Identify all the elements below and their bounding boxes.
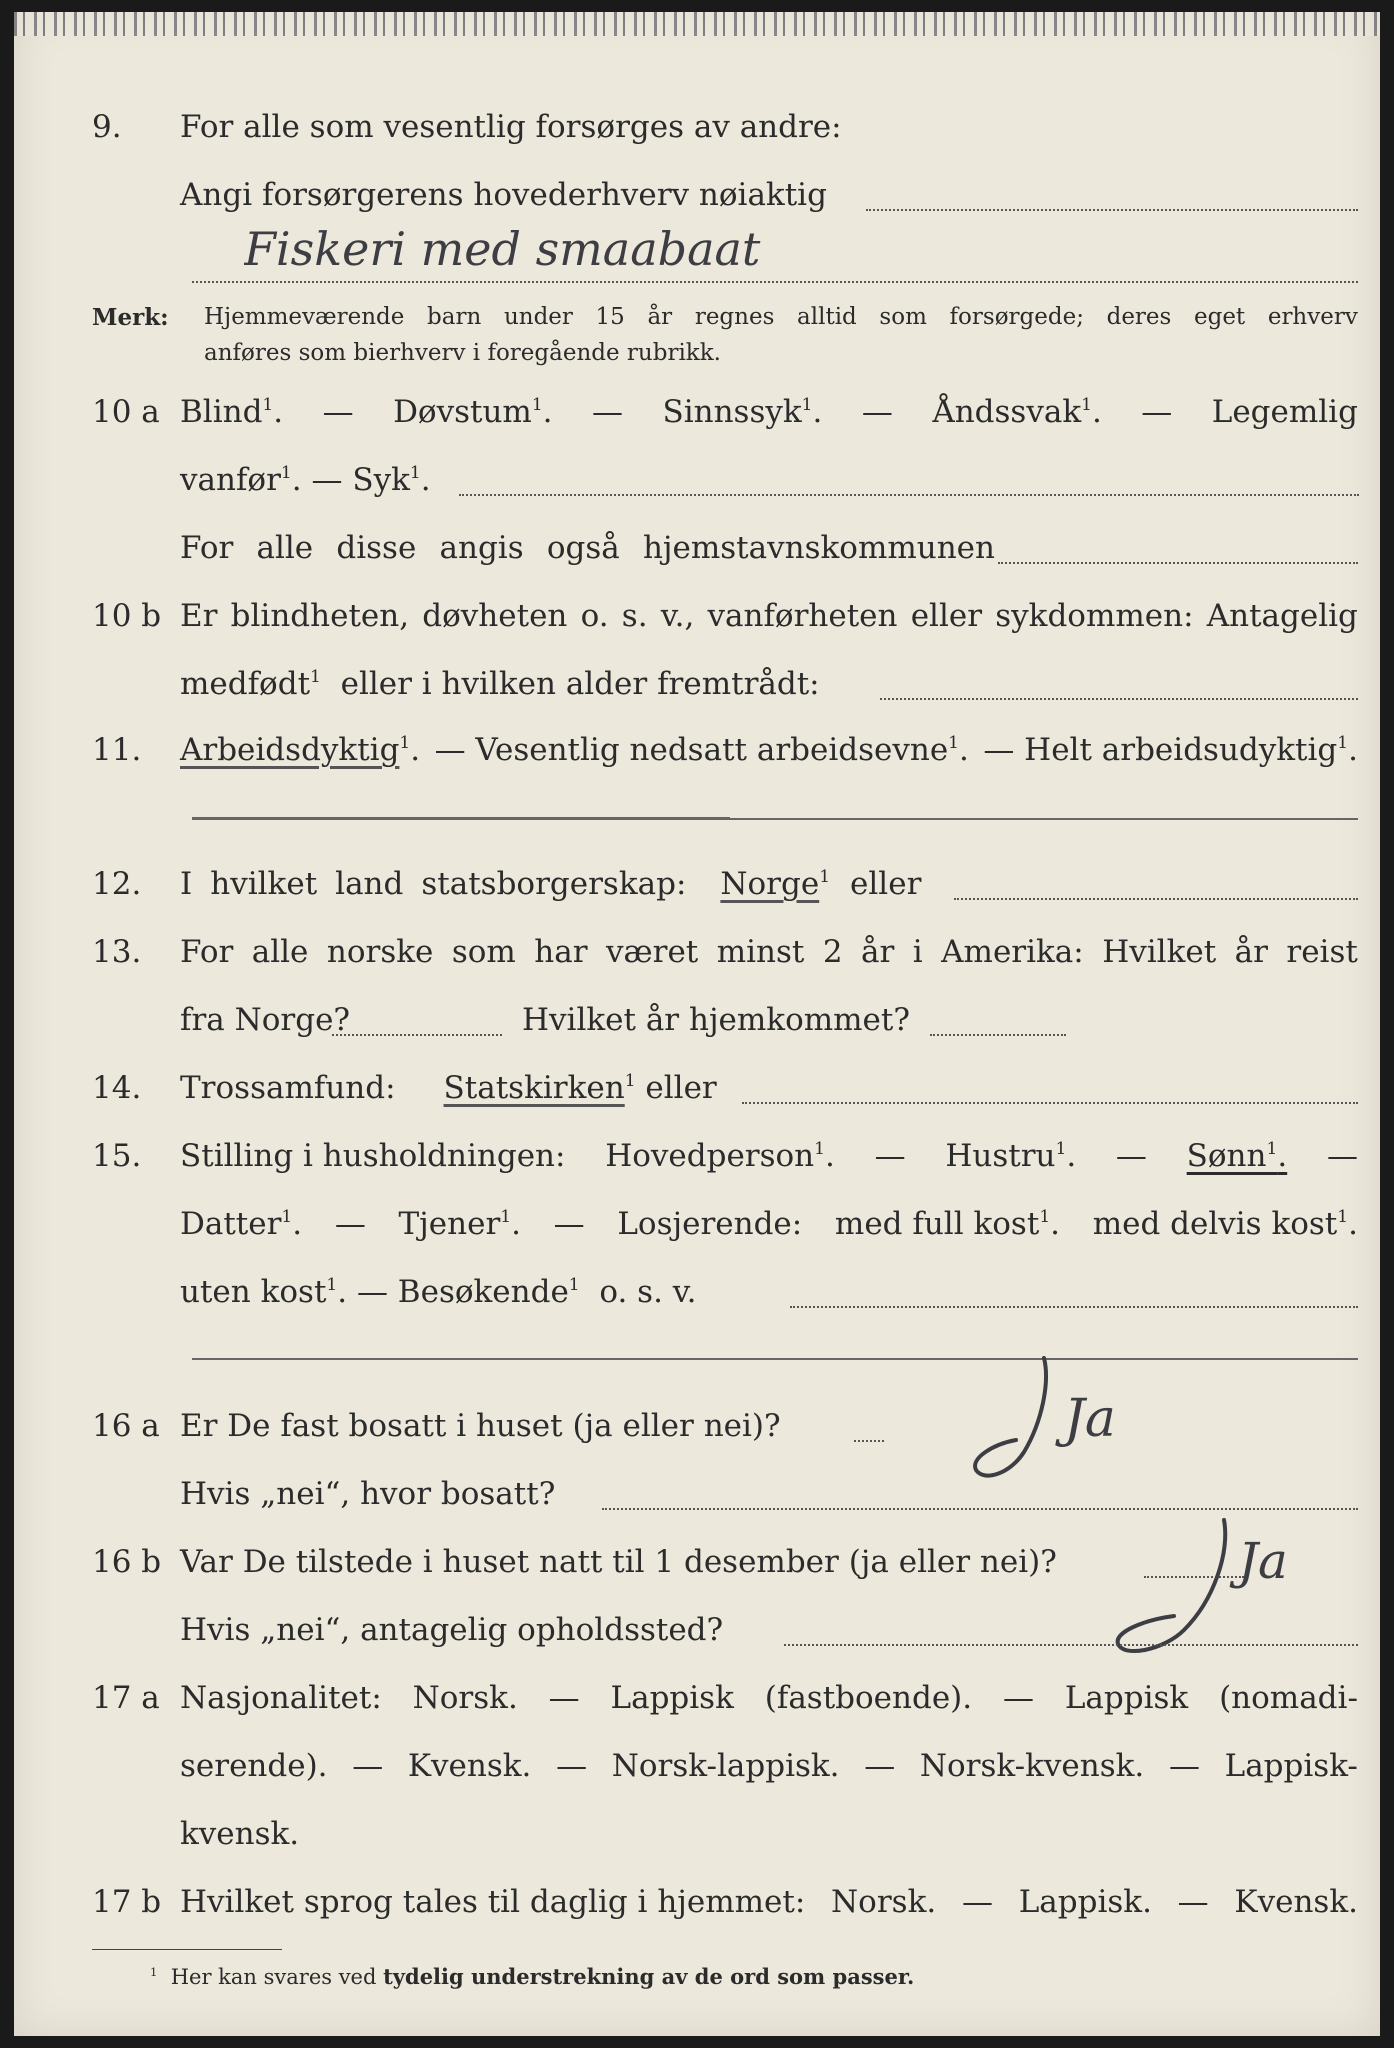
merk-row2 [14, 338, 1380, 382]
word: vanførheten [707, 598, 898, 634]
q12-eller: eller [850, 866, 922, 902]
q17a-number: 17 a [92, 1680, 160, 1716]
q16b-opholdssted-fill-line[interactable] [784, 1644, 1358, 1646]
word: under [503, 304, 573, 330]
q13-number: 13. [92, 934, 142, 970]
word: — [322, 394, 354, 430]
q15-osv: o. s. v. [599, 1274, 697, 1310]
word: — [1141, 394, 1173, 430]
word: Lappisk [610, 1680, 734, 1716]
word: med full kost$^1$. [834, 1206, 1061, 1242]
word: blindheten, [230, 598, 410, 634]
q10b-number: 10 b [92, 598, 162, 634]
q13-reist: fra Norge? [180, 1002, 351, 1038]
q15-row1 [14, 1136, 1380, 1180]
q10a-line2: vanfør$^1$. — Syk$^1$. [180, 462, 431, 498]
word: 2 [822, 934, 843, 970]
word: — [556, 1748, 588, 1784]
q11-answer-line-left [192, 817, 730, 820]
word: som [879, 304, 927, 330]
q16b-line1: Var De tilstede i huset natt til 1 desember (ja eller nei)? [180, 1544, 1057, 1580]
q14-label: Trossamfund: [180, 1070, 396, 1106]
word: erhverv [1267, 304, 1358, 330]
q15-fill-line[interactable] [790, 1306, 1358, 1308]
q10b-line1 [180, 598, 1358, 634]
word: Lappisk [1064, 1680, 1189, 1716]
word: Sinnssyk$^1$. [662, 394, 823, 430]
q11-opt-arbeidsdyktig[interactable]: Arbeidsdyktig$^1$. [180, 732, 421, 768]
q16a-pen-stroke-j [975, 1358, 1046, 1476]
word: s. [621, 598, 648, 634]
q15-row2 [14, 1204, 1380, 1248]
word: reist [1286, 934, 1358, 970]
word: Er [180, 598, 218, 634]
word: Hvilket [1102, 934, 1217, 970]
merk-line2: anføres som bierhverv i foregående rubrikk. [204, 340, 721, 366]
q9-number: 9. [92, 109, 122, 145]
word: eget [1193, 304, 1246, 330]
q14-opt-statskirken[interactable]: Statskirken$^1$ eller [443, 1070, 717, 1106]
word: serende). [180, 1748, 328, 1784]
word: i [912, 934, 923, 970]
word: år [861, 934, 895, 970]
q12-fill-line[interactable] [954, 898, 1358, 900]
word: døvheten [422, 598, 568, 634]
word: eller [910, 598, 983, 634]
word: forsørgede; [949, 304, 1084, 330]
q10b-line2: medfødt$^1$ eller i hvilken alder fremtrådt: [180, 666, 820, 702]
word: — [1115, 1138, 1147, 1174]
word: sykdommen: [995, 598, 1194, 634]
word: Nasjonalitet: [180, 1680, 382, 1716]
word: Stilling i husholdningen: [180, 1138, 566, 1174]
q10a-syk: . — Syk [291, 462, 410, 498]
q15-line3: uten kost$^1$. — Besøkende$^1$ o. s. v. [180, 1274, 697, 1310]
q16a-fill-line[interactable] [854, 1440, 884, 1442]
q13-reist-fill-line[interactable] [332, 1034, 502, 1036]
word: Datter$^1$. [180, 1206, 303, 1242]
q9-answer-text: Fiskeri med smaabaat [244, 222, 761, 276]
scan-edge [14, 12, 1380, 36]
q10a-vanfor: vanfør [180, 462, 281, 498]
form-page [14, 12, 1380, 2036]
word: Lappisk. [1018, 1884, 1152, 1920]
q15-line1 [180, 1138, 1358, 1174]
word: Amerika: [941, 934, 1084, 970]
word: o. [580, 598, 609, 634]
q16a-answer-text: Ja [1064, 1389, 1116, 1449]
q16a-line2: Hvis „nei“, hvor bosatt? [180, 1476, 556, 1512]
word: deres [1106, 304, 1172, 330]
word: alle [251, 934, 309, 970]
word: — [1326, 1138, 1358, 1174]
q9-row [14, 107, 1380, 151]
q12-prefix [180, 866, 686, 902]
q10a-number: 10 a [92, 394, 160, 430]
q14-fill-line[interactable] [742, 1102, 1358, 1104]
q17a-line2 [180, 1748, 1358, 1784]
q9-handwritten-answer [244, 219, 1044, 289]
q17b-row1 [14, 1882, 1380, 1926]
q12-row [14, 864, 1380, 908]
q17a-line3: kvensk. [180, 1816, 300, 1852]
q11-opt-udyktig[interactable]: — Helt arbeidsudyktig$^1$. [983, 732, 1358, 768]
q11-row [14, 730, 1380, 774]
q10b-row1 [14, 596, 1380, 640]
word: Lappisk- [1224, 1748, 1358, 1784]
q13-row2 [14, 1000, 1380, 1044]
word: — [553, 1206, 585, 1242]
q9-line1: For alle som vesentlig forsørges av andre: [180, 109, 842, 145]
q10a-fill-line[interactable] [459, 494, 1359, 496]
q16a-number: 16 a [92, 1408, 160, 1444]
q14-eller: eller [645, 1070, 717, 1106]
q11-number: 11. [92, 732, 142, 768]
q12-number: 12. [92, 866, 142, 902]
word: — [1177, 1884, 1209, 1920]
word: disse [336, 530, 417, 566]
q14-line [180, 1070, 717, 1106]
merk-line1 [204, 304, 1358, 330]
q10a-line1 [180, 394, 1358, 430]
q13-hjemkommet: Hvilket år hjemkommet? [522, 1002, 910, 1038]
word: Hvilket sprog tales til daglig i hjemmet: [180, 1884, 806, 1920]
word: Norsk-kvensk. [919, 1748, 1145, 1784]
word: barn [427, 304, 482, 330]
q16b-number: 16 b [92, 1544, 162, 1580]
q15-besokende[interactable]: . — Besøkende [337, 1274, 569, 1310]
q10b-alder: eller i hvilken alder fremtrådt: [340, 666, 820, 702]
footnote [150, 1964, 914, 1989]
word: år [1234, 934, 1268, 970]
footnote-text-b: tydelig understrekning av de ord som passer. [383, 1964, 915, 1989]
word: For [180, 934, 234, 970]
word: Legemlig [1211, 394, 1358, 430]
q9-answer-line[interactable] [192, 281, 1358, 283]
word: Blind$^1$. [180, 394, 284, 430]
q10b-fill-line[interactable] [880, 698, 1358, 700]
word: alle [256, 530, 314, 566]
word: hvilket [210, 866, 318, 902]
q9-fill-line[interactable] [866, 209, 1358, 211]
q13-line1 [180, 934, 1358, 970]
q17a-row2 [14, 1746, 1380, 1790]
word: Norsk. [412, 1680, 518, 1716]
word: har [534, 934, 588, 970]
q17a-row1 [14, 1678, 1380, 1722]
word: — [548, 1680, 580, 1716]
q16b-line2: Hvis „nei“, antagelig opholdssted? [180, 1612, 724, 1648]
q15-line2 [180, 1206, 1358, 1242]
q10a-row1 [14, 392, 1380, 436]
word: Hjemmeværende [204, 304, 405, 330]
word: I [180, 866, 193, 902]
word: — [861, 394, 893, 430]
q14-number: 14. [92, 1070, 142, 1106]
q10a-row2 [14, 460, 1380, 504]
word: også [546, 530, 620, 566]
q16a-line1: Er De fast bosatt i huset (ja eller nei)? [180, 1408, 781, 1444]
word: alltid [797, 304, 857, 330]
q15-number: 15. [92, 1138, 142, 1174]
word: Norsk. [831, 1884, 937, 1920]
q10b-medfodt: medfødt [180, 666, 311, 702]
word: regnes [694, 304, 775, 330]
q17a-row3 [14, 1814, 1380, 1858]
word: — [592, 394, 623, 430]
word: Antagelig [1206, 598, 1358, 634]
word: — [352, 1748, 384, 1784]
word: statsborgerskap: [421, 866, 687, 902]
word: som [451, 934, 516, 970]
word: Tjener$^1$. [398, 1206, 521, 1242]
q14-row [14, 1068, 1380, 1112]
word: — [864, 1748, 896, 1784]
q9-row2 [14, 175, 1380, 219]
q12-line [180, 866, 921, 902]
word: Kvensk. [1234, 1884, 1358, 1920]
merk-label: Merk: [92, 304, 169, 331]
q16b-row2 [14, 1610, 1380, 1654]
word: 15 [595, 304, 625, 330]
word: — [334, 1206, 366, 1242]
word: land [335, 866, 404, 902]
word: været [605, 934, 699, 970]
word: (nomadi- [1219, 1680, 1358, 1716]
word: For [180, 530, 234, 566]
footnote-rule [92, 1949, 282, 1950]
word: angis [439, 530, 524, 566]
q15-row3 [14, 1272, 1380, 1316]
q13-hjemkommet-fill-line[interactable] [930, 1034, 1066, 1036]
q11-answer-line-right [730, 818, 1358, 820]
word: hjemstavnskommunen [642, 530, 995, 566]
q17a-line1 [180, 1680, 1358, 1716]
q16a-bosatt-fill-line[interactable] [602, 1508, 1358, 1510]
q10b-row2 [14, 664, 1380, 708]
word: Åndssvak$^1$. [932, 394, 1102, 430]
word: — [1168, 1748, 1200, 1784]
word: Hustru$^1$. [945, 1138, 1077, 1174]
word: (fastboende). [764, 1680, 973, 1716]
q17b-line1 [180, 1884, 1358, 1920]
q12-opt-norge[interactable]: Norge$^1$ [720, 866, 831, 902]
q10a-home-fill-line[interactable] [998, 562, 1358, 564]
word: Døvstum$^1$. [393, 394, 553, 430]
word: Losjerende: [617, 1206, 803, 1242]
word: Kvensk. [407, 1748, 532, 1784]
word: minst [716, 934, 805, 970]
word: — [874, 1138, 906, 1174]
word: Hovedperson$^1$. [605, 1138, 835, 1174]
word: — [961, 1884, 993, 1920]
word: Sønn$^1$. [1186, 1138, 1288, 1174]
word: — [1002, 1680, 1034, 1716]
footnote-text-a: Her kan svares ved [170, 1965, 384, 1989]
q10a-row3 [14, 528, 1380, 572]
q11-opt-nedsatt[interactable]: — Vesentlig nedsatt arbeidsevne$^1$. [434, 732, 969, 768]
q17b-number: 17 b [92, 1884, 162, 1920]
q9-answer-row [14, 222, 1380, 281]
footnote-mark: 1 [150, 1964, 158, 1979]
word: Norsk-lappisk. [611, 1748, 840, 1784]
q9-line2: Angi forsørgerens hovederhverv nøiaktig [180, 177, 827, 213]
word: med delvis kost$^1$. [1092, 1206, 1358, 1242]
word: v., [660, 598, 695, 634]
word: norske [326, 934, 434, 970]
q11-line [180, 732, 1358, 768]
q16b-answer-text: Ja [1238, 1532, 1288, 1590]
q13-row1 [14, 932, 1380, 976]
q15-uten-kost[interactable]: uten kost [180, 1274, 327, 1310]
q10a-line3 [180, 530, 995, 566]
word: år [647, 304, 673, 330]
